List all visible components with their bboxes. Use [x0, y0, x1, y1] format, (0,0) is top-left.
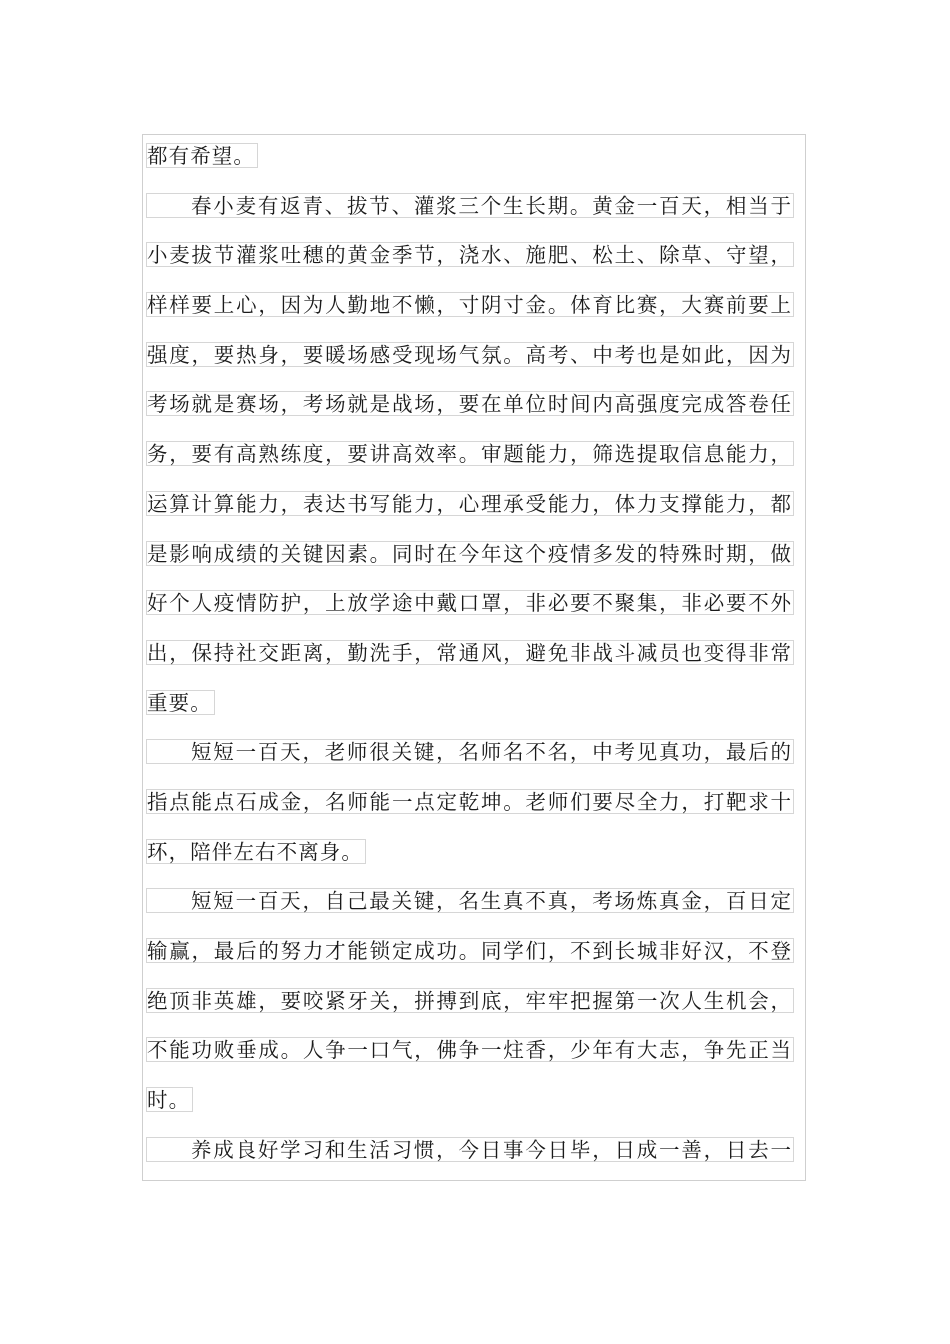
text-line [146, 541, 794, 591]
text-line [146, 242, 794, 292]
text-line [146, 988, 794, 1038]
text-line-content: 出，保持社交距离，勤洗手，常通风，避免非战斗减员也变得非常 [146, 640, 794, 665]
text-line [146, 888, 794, 938]
text-line-content: 环，陪伴左右不离身。 [146, 839, 366, 864]
text-line-content: 养成良好学习和生活习惯，今日事今日毕，日成一善，日去一 [146, 1137, 794, 1162]
text-line [146, 640, 794, 690]
text-line-content: 短短一百天，自己最关键，名生真不真，考场炼真金，百日定 [146, 888, 794, 913]
text-line [146, 839, 794, 889]
text-line [146, 739, 794, 789]
text-line-content: 考场就是赛场，考场就是战场，要在单位时间内高强度完成答卷任 [146, 391, 794, 416]
text-line-content: 好个人疫情防护，上放学途中戴口罩，非必要不聚集，非必要不外 [146, 590, 794, 615]
text-line-content: 绝顶非英雄，要咬紧牙关，拼搏到底，牢牢把握第一次人生机会， [146, 988, 794, 1013]
text-line [146, 491, 794, 541]
text-line [146, 1087, 794, 1137]
text-line-content: 运算计算能力，表达书写能力，心理承受能力，体力支撑能力，都 [146, 491, 794, 516]
text-line [146, 789, 794, 839]
text-line [146, 292, 794, 342]
text-line-content: 输赢，最后的努力才能锁定成功。同学们，不到长城非好汉，不登 [146, 938, 794, 963]
text-line-content: 是影响成绩的关键因素。同时在今年这个疫情多发的特殊时期，做 [146, 541, 794, 566]
text-line-content: 不能功败垂成。人争一口气，佛争一炷香，少年有大志，争先正当 [146, 1037, 794, 1062]
text-line-content: 强度，要热身，要暖场感受现场气氛。高考、中考也是如此，因为 [146, 342, 794, 367]
text-line-content: 指点能点石成金，名师能一点定乾坤。老师们要尽全力，打靶求十 [146, 789, 794, 814]
text-line [146, 938, 794, 988]
text-line-content: 务，要有高熟练度，要讲高效率。审题能力，筛选提取信息能力， [146, 441, 794, 466]
text-line-content: 重要。 [146, 690, 215, 715]
text-line-content: 春小麦有返青、拔节、灌浆三个生长期。黄金一百天，相当于 [146, 193, 794, 218]
text-line [146, 1037, 794, 1087]
text-line [146, 391, 794, 441]
text-line [146, 690, 794, 740]
text-line-content: 都有希望。 [146, 143, 258, 168]
text-line-content: 短短一百天，老师很关键，名师名不名，中考见真功，最后的 [146, 739, 794, 764]
text-line-content: 样样要上心，因为人勤地不懒，寸阴寸金。体育比赛，大赛前要上 [146, 292, 794, 317]
text-line [146, 1137, 794, 1187]
document-body [146, 143, 794, 1186]
text-line [146, 193, 794, 243]
text-line [146, 590, 794, 640]
text-line-content: 时。 [146, 1087, 193, 1112]
text-line [146, 342, 794, 392]
text-line [146, 441, 794, 491]
text-line-content: 小麦拔节灌浆吐穗的黄金季节，浇水、施肥、松土、除草、守望， [146, 242, 794, 267]
text-line [146, 143, 794, 193]
